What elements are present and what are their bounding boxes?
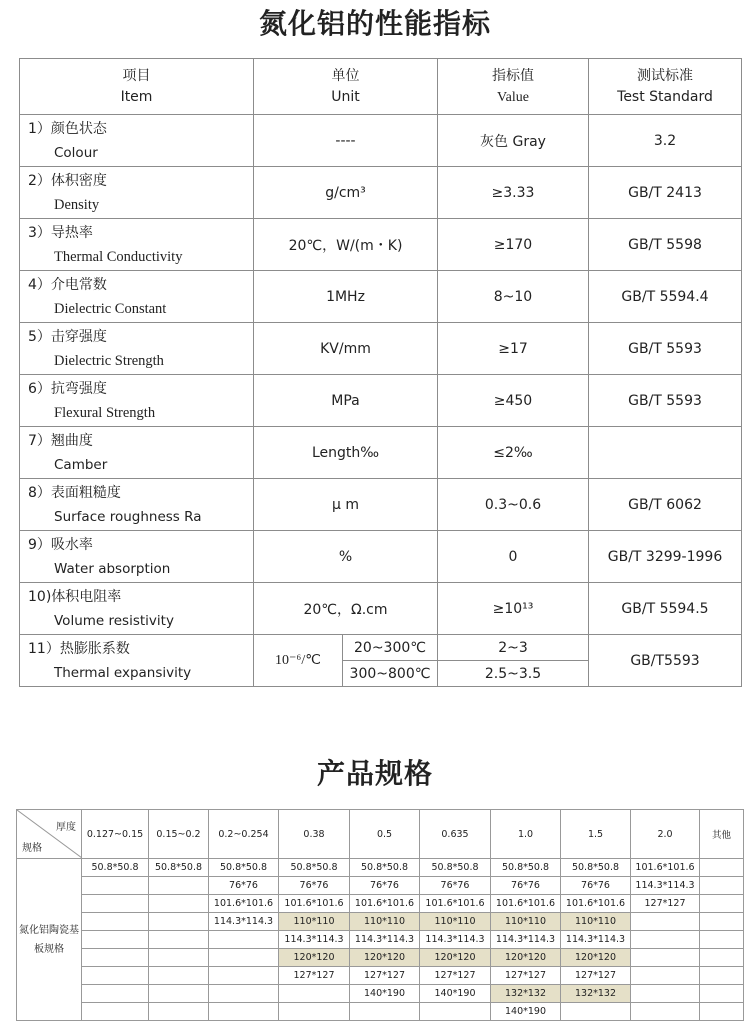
spec-cell bbox=[700, 913, 744, 931]
spec-cell: 76*76 bbox=[279, 877, 350, 895]
property-standard: GB/T 5593 bbox=[589, 375, 742, 427]
spec-category: 氮化铝陶瓷基板规格 bbox=[17, 859, 82, 1021]
spec-cell: 101.6*101.6 bbox=[209, 895, 279, 913]
thickness-header: 0.2~0.254 bbox=[209, 810, 279, 859]
spec-table bbox=[16, 809, 744, 1021]
spec-cell bbox=[82, 967, 149, 985]
property-unit: 10⁻⁶/℃ bbox=[254, 635, 343, 686]
thickness-header: 0.15~0.2 bbox=[149, 810, 209, 859]
spec-cell: 50.8*50.8 bbox=[491, 859, 561, 877]
property-unit: Length‰ bbox=[254, 427, 438, 479]
spec-cell bbox=[631, 1003, 700, 1021]
spec-cell bbox=[561, 1003, 631, 1021]
thickness-header: 0.5 bbox=[350, 810, 420, 859]
spec-cell: 114.3*114.3 bbox=[631, 877, 700, 895]
property-value: ≥10¹³ bbox=[438, 583, 589, 635]
spec-cell: 76*76 bbox=[350, 877, 420, 895]
spec-cell: 110*110 bbox=[491, 913, 561, 931]
spec-cell bbox=[700, 895, 744, 913]
spec-row bbox=[17, 859, 744, 877]
spec-cell bbox=[209, 1003, 279, 1021]
spec-cell: 114.3*114.3 bbox=[350, 931, 420, 949]
spec-row bbox=[17, 895, 744, 913]
spec-cell: 114.3*114.3 bbox=[420, 931, 491, 949]
section-title: 产品规格 bbox=[316, 757, 433, 790]
property-item: 10)体积电阻率 Volume resistivity bbox=[20, 583, 254, 635]
property-value: ≥170 bbox=[438, 219, 589, 271]
spec-cell: 120*120 bbox=[491, 949, 561, 967]
property-item: 11）热膨胀系数 Thermal expansivity bbox=[20, 635, 254, 687]
spec-cell: 140*190 bbox=[420, 985, 491, 1003]
property-item: 2）体积密度 Density bbox=[20, 167, 254, 219]
spec-cell bbox=[149, 1003, 209, 1021]
property-row-thermal-expansivity bbox=[20, 635, 742, 661]
corner-size-label: 规格 bbox=[22, 843, 42, 854]
properties-table bbox=[19, 58, 742, 687]
spec-cell bbox=[82, 913, 149, 931]
spec-cell: 140*190 bbox=[350, 985, 420, 1003]
spec-cell bbox=[350, 1003, 420, 1021]
corner-thickness-label: 厚度 bbox=[56, 822, 76, 833]
spec-cell: 50.8*50.8 bbox=[209, 859, 279, 877]
spec-cell bbox=[279, 1003, 350, 1021]
spec-cell: 110*110 bbox=[279, 913, 350, 931]
spec-cell: 114.3*114.3 bbox=[491, 931, 561, 949]
property-item: 7）翘曲度 Camber bbox=[20, 427, 254, 479]
spec-cell bbox=[82, 877, 149, 895]
spec-cell: 132*132 bbox=[561, 985, 631, 1003]
thickness-header: 0.127~0.15 bbox=[82, 810, 149, 859]
spec-cell: 120*120 bbox=[420, 949, 491, 967]
property-row bbox=[20, 271, 742, 323]
property-standard: GB/T5593 bbox=[589, 635, 742, 687]
spec-row bbox=[17, 949, 744, 967]
spec-cell bbox=[700, 859, 744, 877]
property-standard bbox=[589, 427, 742, 479]
spec-cell bbox=[631, 967, 700, 985]
property-item: 6）抗弯强度 Flexural Strength bbox=[20, 375, 254, 427]
spec-cell: 50.8*50.8 bbox=[420, 859, 491, 877]
spec-cell bbox=[631, 913, 700, 931]
property-standard: GB/T 5594.5 bbox=[589, 583, 742, 635]
spec-cell bbox=[209, 985, 279, 1003]
spec-cell: 114.3*114.3 bbox=[279, 931, 350, 949]
spec-cell: 110*110 bbox=[561, 913, 631, 931]
property-standard: GB/T 5593 bbox=[589, 323, 742, 375]
spec-cell: 101.6*101.6 bbox=[491, 895, 561, 913]
spec-corner-cell bbox=[17, 810, 82, 859]
thickness-header: 0.38 bbox=[279, 810, 350, 859]
property-value: 8~10 bbox=[438, 271, 589, 323]
spec-cell bbox=[631, 931, 700, 949]
property-unit: g/cm³ bbox=[254, 167, 438, 219]
spec-cell: 110*110 bbox=[350, 913, 420, 931]
property-row bbox=[20, 531, 742, 583]
property-row bbox=[20, 427, 742, 479]
header-unit: 单位 Unit bbox=[254, 59, 438, 115]
property-standard: GB/T 3299-1996 bbox=[589, 531, 742, 583]
property-unit: 20℃，Ω.cm bbox=[254, 583, 438, 635]
spec-cell: 76*76 bbox=[420, 877, 491, 895]
spec-cell bbox=[700, 877, 744, 895]
property-row bbox=[20, 115, 742, 167]
property-item: 5）击穿强度 Dielectric Strength bbox=[20, 323, 254, 375]
spec-cell bbox=[82, 931, 149, 949]
thickness-header: 2.0 bbox=[631, 810, 700, 859]
property-value: 0 bbox=[438, 531, 589, 583]
property-item: 9）吸水率 Water absorption bbox=[20, 531, 254, 583]
spec-cell: 101.6*101.6 bbox=[561, 895, 631, 913]
spec-cell bbox=[82, 949, 149, 967]
spec-row bbox=[17, 931, 744, 949]
property-value: ≤2‰ bbox=[438, 427, 589, 479]
header-value: 指标值 Value bbox=[438, 59, 589, 115]
spec-cell bbox=[209, 931, 279, 949]
spec-row bbox=[17, 913, 744, 931]
property-item: 3）导热率 Thermal Conductivity bbox=[20, 219, 254, 271]
thickness-header: 1.0 bbox=[491, 810, 561, 859]
property-value: 灰色 Gray bbox=[438, 115, 589, 167]
properties-header-row bbox=[20, 59, 742, 115]
spec-cell bbox=[209, 967, 279, 985]
spec-cell bbox=[631, 985, 700, 1003]
property-value: ≥450 bbox=[438, 375, 589, 427]
spec-cell: 127*127 bbox=[491, 967, 561, 985]
property-row bbox=[20, 167, 742, 219]
property-row bbox=[20, 479, 742, 531]
spec-header-row bbox=[17, 810, 744, 859]
property-item: 8）表面粗糙度 Surface roughness Ra bbox=[20, 479, 254, 531]
thickness-header: 1.5 bbox=[561, 810, 631, 859]
property-unit: 1MHz bbox=[254, 271, 438, 323]
property-standard: GB/T 6062 bbox=[589, 479, 742, 531]
spec-cell: 76*76 bbox=[209, 877, 279, 895]
spec-cell: 114.3*114.3 bbox=[561, 931, 631, 949]
property-row bbox=[20, 375, 742, 427]
spec-cell bbox=[631, 949, 700, 967]
spec-cell: 50.8*50.8 bbox=[82, 859, 149, 877]
spec-cell bbox=[149, 985, 209, 1003]
spec-cell: 50.8*50.8 bbox=[149, 859, 209, 877]
spec-cell bbox=[700, 985, 744, 1003]
spec-cell bbox=[149, 895, 209, 913]
property-item: 1）颜色状态 Colour bbox=[20, 115, 254, 167]
spec-cell bbox=[149, 931, 209, 949]
spec-cell: 110*110 bbox=[420, 913, 491, 931]
spec-row bbox=[17, 1003, 744, 1021]
property-unit: μ m bbox=[254, 479, 438, 531]
spec-cell: 101.6*101.6 bbox=[350, 895, 420, 913]
spec-cell: 50.8*50.8 bbox=[279, 859, 350, 877]
spec-cell bbox=[700, 931, 744, 949]
spec-cell: 120*120 bbox=[561, 949, 631, 967]
spec-row bbox=[17, 967, 744, 985]
spec-cell: 120*120 bbox=[279, 949, 350, 967]
property-value: ≥3.33 bbox=[438, 167, 589, 219]
spec-cell: 127*127 bbox=[350, 967, 420, 985]
property-item: 4）介电常数 Dielectric Constant bbox=[20, 271, 254, 323]
spec-cell bbox=[149, 967, 209, 985]
spec-cell bbox=[82, 1003, 149, 1021]
spec-cell bbox=[700, 1003, 744, 1021]
property-unit: 20℃，W/(m・K) bbox=[254, 219, 438, 271]
property-standard: GB/T 2413 bbox=[589, 167, 742, 219]
property-row bbox=[20, 583, 742, 635]
spec-cell: 101.6*101.6 bbox=[420, 895, 491, 913]
spec-row bbox=[17, 985, 744, 1003]
property-unit: MPa bbox=[254, 375, 438, 427]
spec-cell: 101.6*101.6 bbox=[279, 895, 350, 913]
spec-cell: 50.8*50.8 bbox=[561, 859, 631, 877]
property-unit: KV/mm bbox=[254, 323, 438, 375]
property-value: ≥17 bbox=[438, 323, 589, 375]
spec-cell bbox=[209, 949, 279, 967]
spec-cell: 140*190 bbox=[491, 1003, 561, 1021]
property-standard: 3.2 bbox=[589, 115, 742, 167]
property-standard: GB/T 5594.4 bbox=[589, 271, 742, 323]
spec-cell bbox=[700, 949, 744, 967]
spec-cell: 132*132 bbox=[491, 985, 561, 1003]
spec-cell: 127*127 bbox=[631, 895, 700, 913]
property-standard: GB/T 5598 bbox=[589, 219, 742, 271]
header-standard: 测试标准 Test Standard bbox=[589, 59, 742, 115]
spec-cell bbox=[279, 985, 350, 1003]
property-value-1: 2~3 bbox=[438, 635, 589, 661]
spec-cell bbox=[700, 967, 744, 985]
spec-cell: 76*76 bbox=[491, 877, 561, 895]
spec-cell: 120*120 bbox=[350, 949, 420, 967]
spec-cell bbox=[82, 985, 149, 1003]
property-value: 0.3~0.6 bbox=[438, 479, 589, 531]
spec-cell: 127*127 bbox=[279, 967, 350, 985]
spec-cell bbox=[420, 1003, 491, 1021]
spec-cell bbox=[149, 877, 209, 895]
spec-cell bbox=[82, 895, 149, 913]
property-row bbox=[20, 219, 742, 271]
thickness-header: 其他 bbox=[700, 810, 744, 859]
spec-cell: 50.8*50.8 bbox=[350, 859, 420, 877]
property-value-2: 2.5~3.5 bbox=[438, 661, 589, 687]
page-title: 氮化铝的性能指标 bbox=[258, 7, 491, 40]
spec-cell: 127*127 bbox=[420, 967, 491, 985]
spec-cell bbox=[149, 913, 209, 931]
spec-cell: 114.3*114.3 bbox=[209, 913, 279, 931]
property-unit: % bbox=[254, 531, 438, 583]
property-unit: ---- bbox=[254, 115, 438, 167]
spec-row bbox=[17, 877, 744, 895]
temp-range-2: 300~800℃ bbox=[349, 665, 431, 682]
thickness-header: 0.635 bbox=[420, 810, 491, 859]
temp-range-1: 20~300℃ bbox=[343, 635, 437, 661]
header-item: 项目 Item bbox=[20, 59, 254, 115]
property-row bbox=[20, 323, 742, 375]
spec-cell bbox=[149, 949, 209, 967]
spec-cell: 76*76 bbox=[561, 877, 631, 895]
spec-cell: 101.6*101.6 bbox=[631, 859, 700, 877]
spec-cell: 127*127 bbox=[561, 967, 631, 985]
